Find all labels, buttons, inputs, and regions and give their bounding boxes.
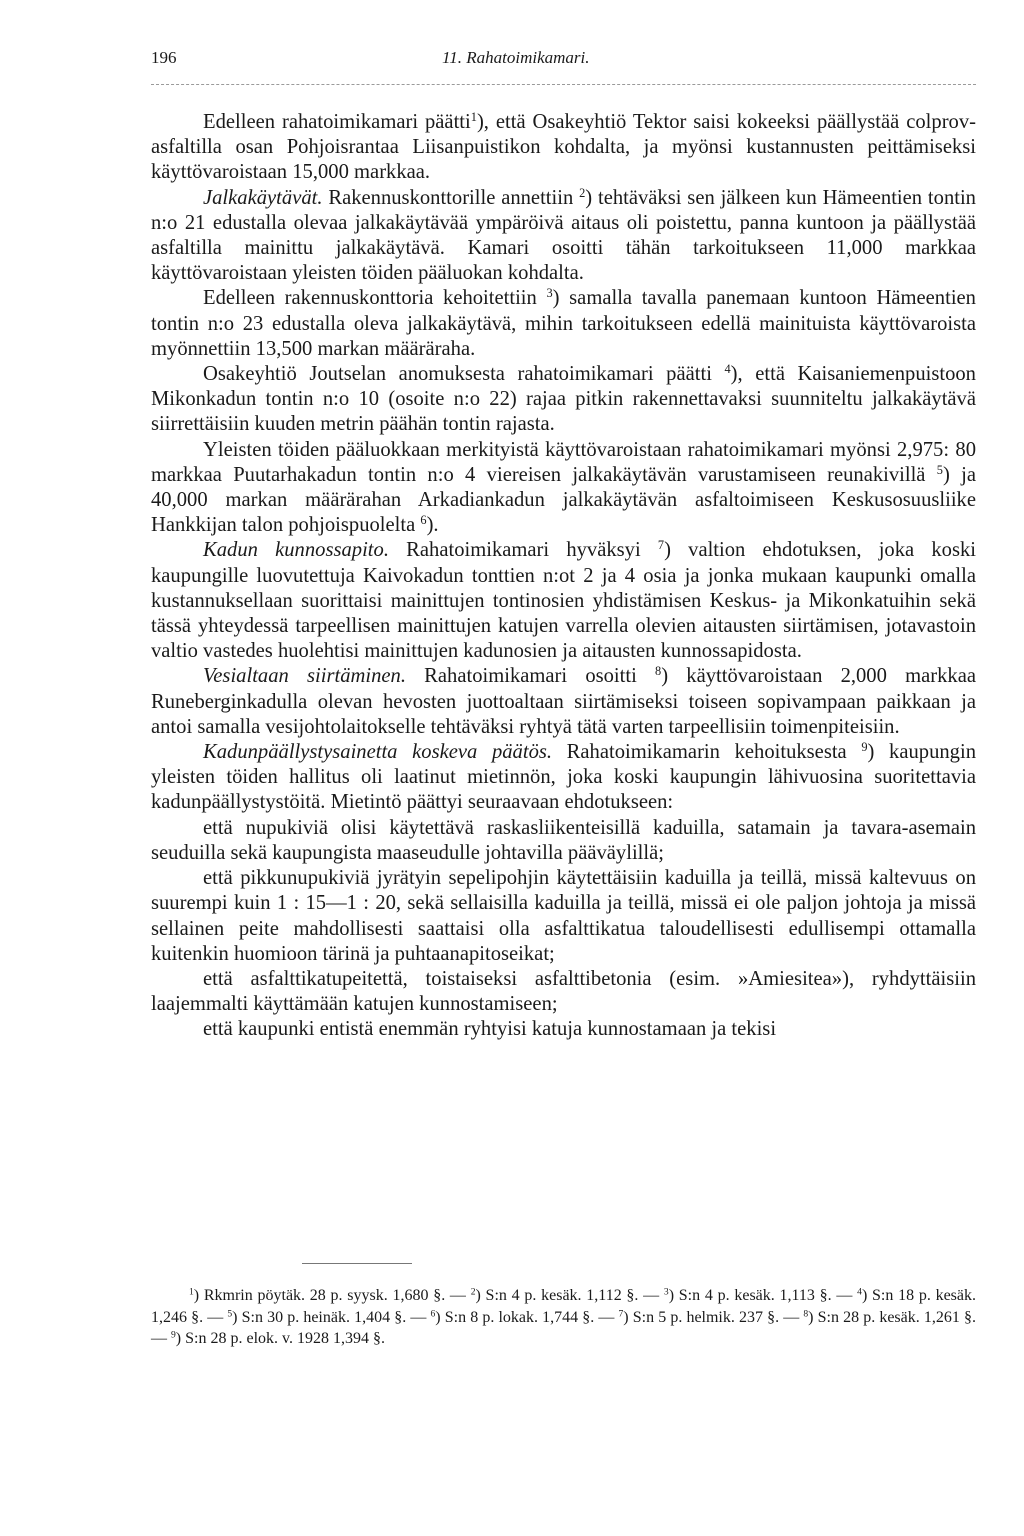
text-run: ) käyttövaroistaan 2,000 markkaa Runeberginkadulla olevan hevosten juottoaltaan siirtämiseksi toiseen sopivampaan paikkaan ja antoi samalla vesijohtolaitokselle tehtäväksi ryhtyä tätä varten tarpeellisiin toimenpiteisiin.	[151, 665, 976, 738]
paragraph	[151, 110, 976, 186]
paragraph	[151, 186, 976, 287]
text-run: ) valtion ehdotuksen, joka koski kaupungille luovutettuja Kaivokadun tonttien n:ot 2 ja 4 osia ja jonka mukaan kaupunki omalla kustannuksellaan suorittaisi mainittujen tontinosien yhdistämisen Keskus- ja Mikonkatuihin sekä tässä yhteydessä tarpeellisen mainittujen katujen varrella olevien aitausten siirtämisen, jotavastoin valtio vastedes huolehtisi mainittujen kadunosien ja aitausten kunnossapidosta.	[151, 539, 976, 663]
body-text	[151, 110, 976, 1043]
text-run: Edelleen rakennuskonttoria kehoitettiin	[203, 287, 547, 310]
text-run: Edelleen rahatoimikamari päätti	[203, 111, 471, 133]
footnote-marker: 7	[657, 538, 665, 553]
text-run: ) S:n 28 p. elok. v. 1928 1,394 §.	[175, 1330, 385, 1347]
text-run: ) S:n 5 p. helmik. 237 §. —	[623, 1308, 804, 1326]
paragraph	[151, 664, 976, 740]
text-run: ) S:n 4 p. kesäk. 1,112 §. —	[475, 1287, 664, 1304]
footnote-marker: 1	[189, 1286, 194, 1298]
footnote-marker: 1	[470, 110, 477, 125]
text-run: ) S:n 8 p. lokak. 1,744 §. —	[435, 1308, 619, 1326]
footnote-marker: 4	[857, 1286, 862, 1298]
footnotes	[151, 1285, 976, 1350]
paragraph	[151, 1017, 976, 1042]
text-run: ) S:n 18 p. kesäk. 1,246 §. —	[151, 1287, 977, 1326]
text-run: että asfalttikatupeitettä, toistaiseksi asfalttibetonia (esim. »Amiesitea»), ryhdyttäisiin laajemmalti käyttämään katujen kunnostamiseen;	[151, 967, 976, 1016]
text-run: ) ja 40,000 markan määrärahan Arkadiankadun jalkakäytävän asfaltoimiseen Keskusosuusliike Hankkijan talon pohjoispuolelta	[151, 463, 977, 537]
footnote-marker: 4	[724, 362, 731, 377]
footnote-marker: 2	[579, 185, 586, 200]
text-run: Rakennuskonttorille annettiin	[322, 186, 580, 209]
section-heading: Jalkakäytävät.	[203, 186, 323, 209]
footnote-marker: 6	[430, 1308, 436, 1320]
text-run: ) kaupungin yleisten töiden hallitus oli laatinut mietinnön, joka koski kaupungin lähivuosina suoritettavia kadunpäällystystöitä. Mietintö päättyi seuraavaan ehdotukseen:	[151, 741, 976, 814]
footnote-marker: 5	[227, 1308, 233, 1320]
footnote-marker: 3	[663, 1286, 669, 1298]
section-heading: Kadun kunnossapito.	[203, 539, 389, 562]
footnote-marker: 8	[655, 664, 662, 679]
text-run: ) S:n 4 p. kesäk. 1,113 §. —	[668, 1287, 858, 1304]
running-head: 11. Rahatoimikamari.	[442, 48, 590, 67]
footnote-text	[151, 1285, 976, 1350]
page-number: 196	[151, 48, 177, 67]
text-run: ).	[426, 514, 439, 537]
text-run: ) S:n 30 p. heinäk. 1,404 §. —	[232, 1308, 431, 1326]
text-run: Rahatoimikamari osoitti	[405, 665, 656, 688]
text-run: Yleisten töiden pääluokkaan merkityistä käyttövaroistaan rahatoimikamari myönsi 2,975: 80 markkaa Puutarhakadun tontin n:o 4 viereisen jalkakäytävän varustamiseen reunakivillä	[151, 438, 976, 486]
footnote-marker: 9	[171, 1329, 176, 1341]
paragraph	[151, 967, 976, 1017]
text-run: ) S:n 28 p. kesäk. 1,261 §. —	[151, 1308, 977, 1347]
paragraph	[151, 866, 976, 967]
paragraph	[151, 438, 976, 539]
paragraph	[151, 816, 976, 866]
text-run: ) samalla tavalla panemaan kuntoon Hämeentien tontin n:o 23 edustalla oleva jalkakäytävä, mihin tarkoitukseen edellä mainituista käyttövaroista myönnettiin 13,500 markan määräraha.	[151, 287, 976, 360]
text-run: ), että Osakeyhtiö Tektor saisi kokeeksi päällystää colprov-asfaltilla osan Pohjoisrantaa Liisanpuistikon kohdalta, ja myönsi kustannusten peittämiseksi käyttövaroistaan 15,000 markkaa.	[151, 111, 976, 184]
text-run: että pikkunupukiviä jyrätyin sepelipohjin käytettäisiin kaduilla ja teillä, missä kaltevuus on suurempi kuin 1 : 15—1 : 20, sekä sellaisilla kaduilla ja teillä, missä ei ole paljon johtoja ja missä sellainen peite mahdollisesti saattaisi olla asfalttikatua taloudellisesti edullisempi ottamalla kuitenkin huomioon tärinä ja puhtaanapitoseikat;	[151, 867, 976, 965]
footnote-marker: 6	[420, 513, 427, 528]
footnote-marker: 7	[618, 1308, 624, 1320]
text-run: ) tehtäväksi sen jälkeen kun Hämeentien tontin n:o 21 edustalla olevaa jalkakäytävää ympäröivä aitaus oli poistettu, panna kuntoon ja päällystää asfaltilla mainittu jalkakäytävä. Kamari osoitti tähän tarkoitukseen 11,000 markkaa käyttövaroistaan yleisten töiden pääluokan kohdalta.	[151, 186, 976, 285]
footnote-marker: 2	[470, 1286, 476, 1298]
text-run: Rahatoimikamari hyväksyi	[388, 539, 658, 562]
footnote-marker: 3	[546, 286, 553, 301]
paragraph	[151, 740, 976, 816]
footnote-rule	[302, 1263, 412, 1264]
text-run: ) Rkmrin pöytäk. 28 p. syysk. 1,680 §. —	[193, 1287, 471, 1304]
text-run: ), että Kaisaniemenpuistoon Mikonkadun tontin n:o 10 (osoite n:o 22) rajaa pitkin rakennettavaksi suunniteltu jalkakäytävä siirrettäisiin kuuden metrin päähän tontin rajasta.	[151, 363, 976, 436]
footnote-marker: 5	[936, 463, 943, 478]
section-heading: Vesialtaan siirtäminen.	[203, 665, 406, 688]
paragraph	[151, 362, 976, 438]
footnote-marker: 9	[861, 740, 868, 755]
header-rule	[151, 84, 976, 85]
text-run: Osakeyhtiö Joutselan anomuksesta rahatoimikamari päätti	[203, 363, 725, 386]
paragraph	[151, 286, 976, 362]
text-run: että nupukiviä olisi käytettävä raskasliikenteisillä kaduilla, satamain ja tavara-asemain seuduilla sekä kaupungista maaseudulle johtavilla pääväylillä;	[151, 816, 976, 864]
text-run: että kaupunki entistä enemmän ryhtyisi katuja kunnostamaan ja tekisi	[203, 1018, 777, 1041]
text-run: Rahatoimikamarin kehoituksesta	[552, 741, 862, 764]
section-heading: Kadunpäällystysainetta koskeva päätös.	[203, 741, 553, 764]
footnote-marker: 8	[803, 1308, 809, 1320]
paragraph	[151, 538, 976, 664]
